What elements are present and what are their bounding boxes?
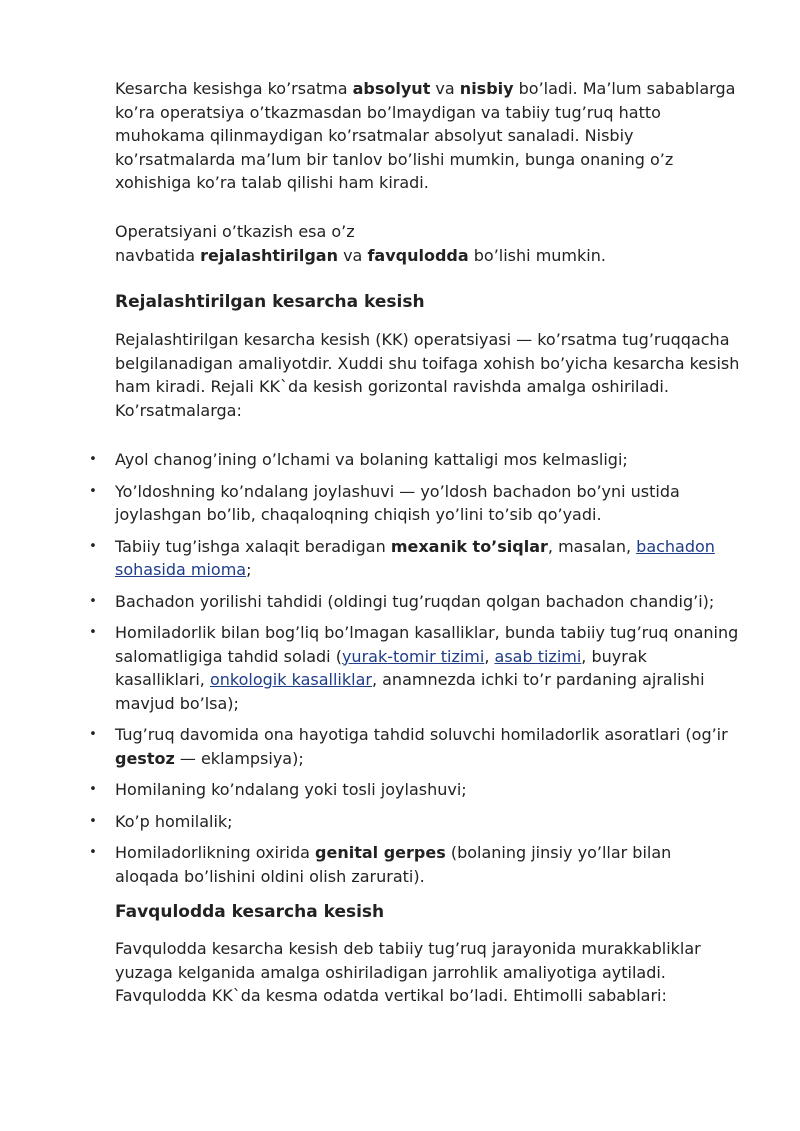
list-item-text: Bachadon yorilishi tahdidi (oldingi tug’ruqdan qolgan bachadon chandig’i); [115, 591, 715, 611]
intro-text-post: bo’ladi. Ma’lum sabablarga ko’ra operatsiya o’tkazmasdan bo’lmaydigan va tabiiy tug’ruq hatto muhokama qilinmaydigan ko’rsatmalar absolyut sanaladi. Nisbiy ko’rsatmalarda ma’lum bir tanlov bo’lishi mumkin, bunga onaning o’z xohishiga ko’ra talab qilishi ham kiradi. [115, 79, 736, 192]
bullet-icon: • [89, 483, 97, 499]
list-item-bold: genital gerpes [315, 843, 446, 862]
bullet-icon: • [89, 538, 97, 554]
indications-list [0, 448, 800, 896]
list-item-text: Yo’ldoshning ko’ndalang joylashuvi — yo’ldosh bachadon bo’yni ustida joylashgan bo’lib, chaqaloqning chiqish yo’lini to’sib qo’yadi. [115, 481, 680, 524]
list-item-text: , [484, 646, 495, 666]
list-item-text: Tug’ruq davomida ona hayotiga tahdid soluvchi homiladorlik asoratlari (og’ir [115, 725, 728, 744]
planned-paragraph: Rejalashtirilgan kesarcha kesish (KK) operatsiyasi — ko’rsatma tug’ruqqacha belgilanadigan amaliyotdir. Xuddi shu toifaga xohish bo’yicha kesarcha kesish ham kiradi. Rejali KK`da kesish gorizontal ravishda amalga oshiriladi. Ko’rsatmalarga: [115, 330, 740, 420]
list-item-text: , masalan, [547, 536, 637, 556]
list-item [0, 621, 740, 715]
operation-paragraph [115, 220, 740, 267]
list-item [0, 778, 740, 802]
operation-bold-favqulodda: favqulodda [367, 245, 469, 265]
link-onkologik[interactable]: onkologik kasalliklar [209, 670, 372, 689]
list-item-text: , buyrak kasalliklari, [115, 646, 647, 689]
operation-text: navbatida [115, 245, 201, 265]
list-item-text: Tabiiy tug’ishga xalaqit beradigan [115, 536, 391, 556]
list-item [0, 841, 740, 888]
list-item-text: Homiladorlikning oxirida [115, 843, 316, 862]
operation-text-mid: va [338, 245, 368, 265]
link-yurak-tomir[interactable]: yurak-tomir tizimi [341, 646, 485, 666]
list-item-text: Ko’p homilalik; [115, 811, 233, 831]
emergency-heading: Favqulodda kesarcha kesish [115, 902, 385, 922]
list-item-text: — eklampsiya); [174, 748, 304, 768]
list-item-bold: mexanik to’siqlar [390, 536, 548, 556]
list-item-bold: gestoz [115, 748, 175, 768]
list-item [0, 480, 740, 527]
list-item-text: , anamnezda ichki to’r pardaning ajralishi mavjud bo’lsa); [115, 670, 705, 713]
bullet-icon: • [89, 782, 97, 797]
list-item [0, 535, 740, 582]
operation-bold-rejalashtirilgan: rejalashtirilgan [200, 245, 338, 265]
intro-bold-absolyut: absolyut [352, 79, 431, 98]
intro-text: Kesarcha kesishga ko’rsatma [115, 79, 353, 98]
operation-text-post: bo’lishi mumkin. [468, 245, 606, 265]
list-item-text: ; [246, 560, 252, 579]
list-item [0, 448, 740, 472]
bullet-icon: • [89, 813, 97, 829]
list-item-text: Ayol chanog’ining o’lchami va bolaning kattaligi mos kelmasligi; [115, 450, 628, 469]
list-item [0, 590, 740, 614]
bullet-icon: • [89, 845, 97, 860]
list-item-text: Homiladorlik bilan bog’liq bo’lmagan kasalliklar, bunda tabiiy tug’ruq onaning salomatligiga tahdid soladi ( [115, 623, 739, 666]
bullet-icon: • [89, 727, 97, 742]
bullet-icon: • [89, 452, 97, 467]
list-item [0, 723, 740, 770]
list-item-text: (bolaning jinsiy yo’llar bilan aloqada bo’lishini oldini olish zarurati). [115, 843, 672, 886]
bullet-icon: • [89, 625, 97, 640]
list-item-text: Homilaning ko’ndalang yoki tosli joylashuvi; [115, 780, 467, 799]
link-bachadon-mioma[interactable]: bachadon sohasida mioma [115, 536, 715, 579]
list-item [0, 810, 740, 834]
intro-text-mid: va [430, 79, 460, 98]
bullet-icon: • [89, 593, 97, 609]
planned-heading: Rejalashtirilgan kesarcha kesish [115, 292, 425, 312]
emergency-paragraph: Favqulodda kesarcha kesish deb tabiiy tug’ruq jarayonida murakkabliklar yuzaga kelganida amalga oshiriladigan jarrohlik amaliyotiga aytiladi. Favqulodda KK`da kesma odatda vertikal bo’ladi. Ehtimolli sabablari: [115, 939, 701, 1005]
link-asab-tizimi[interactable]: asab tizimi [494, 646, 582, 666]
intro-bold-nisbiy: nisbiy [459, 79, 514, 98]
intro-paragraph [115, 77, 740, 195]
operation-line1: Operatsiyani o’tkazish esa o’z [115, 222, 355, 241]
